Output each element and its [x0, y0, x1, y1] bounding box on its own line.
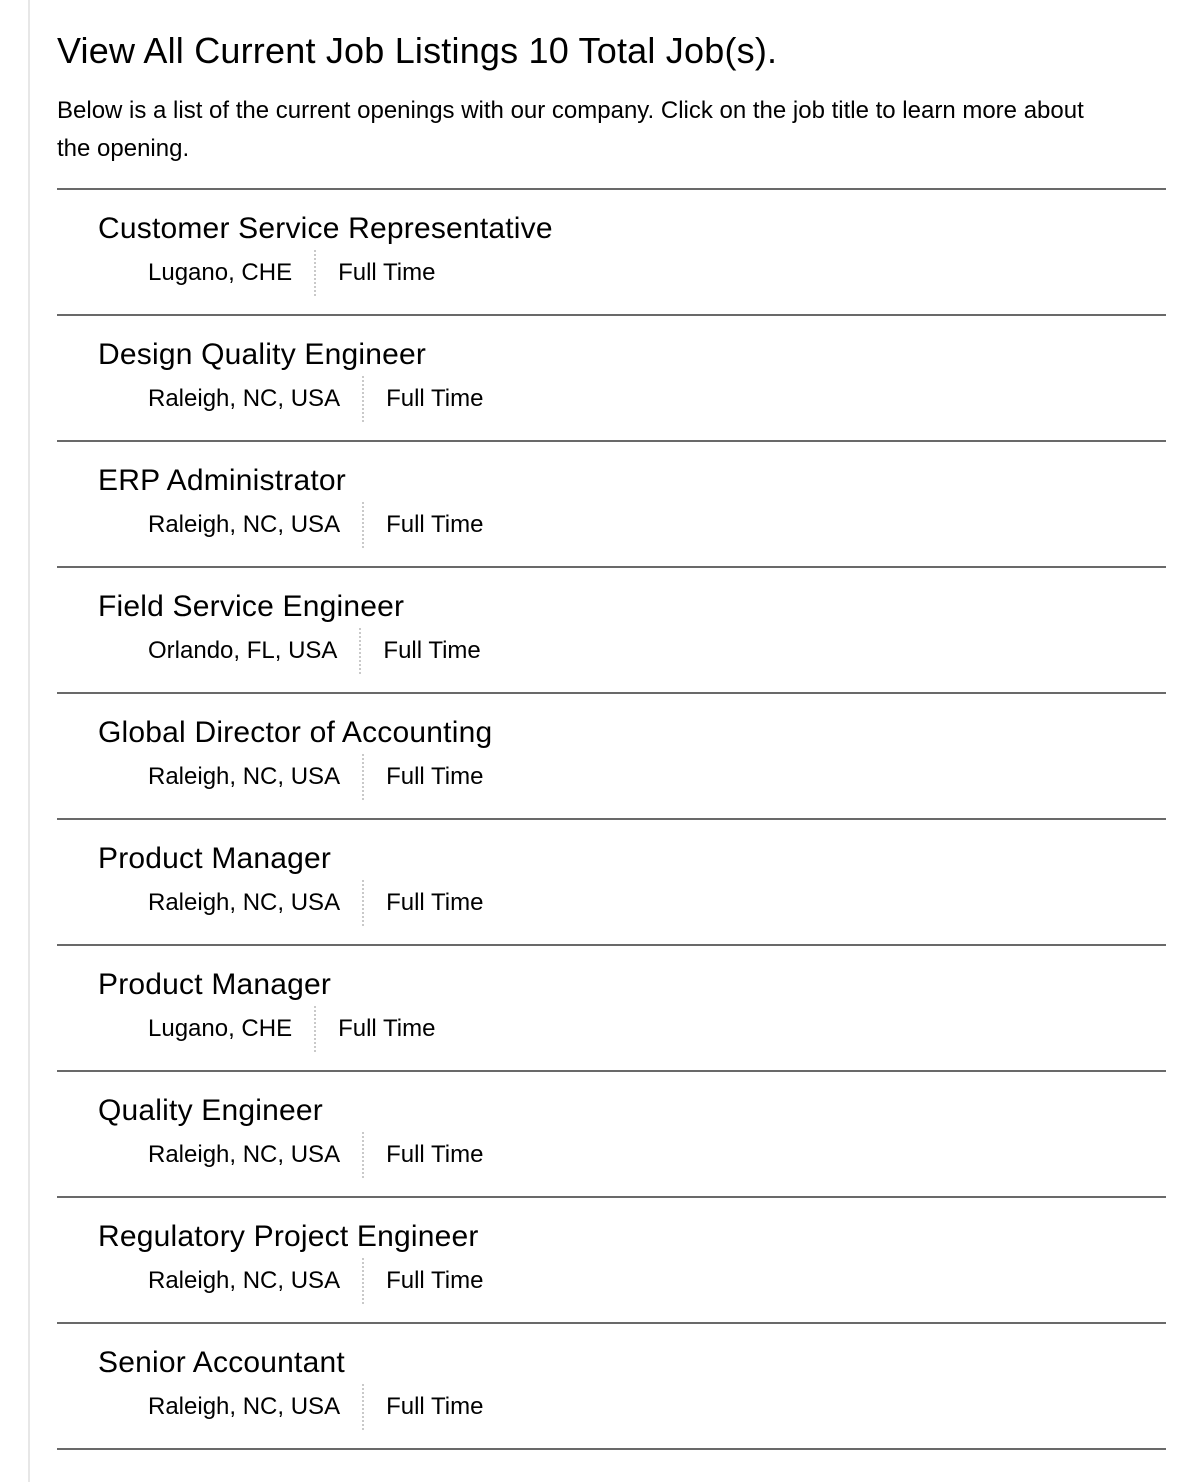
- job-title-link[interactable]: Regulatory Project Engineer: [98, 1220, 479, 1253]
- job-listing-row: [57, 314, 1166, 440]
- job-type: Full Time: [386, 1141, 484, 1168]
- job-title-link[interactable]: Global Director of Accounting: [98, 716, 493, 749]
- job-meta: [148, 1132, 1166, 1178]
- job-type: Full Time: [338, 259, 436, 286]
- meta-divider: [362, 1258, 364, 1304]
- page-left-border: [28, 0, 30, 1482]
- job-location: Raleigh, NC, USA: [148, 1393, 341, 1420]
- meta-divider: [362, 880, 364, 926]
- meta-divider: [362, 1132, 364, 1178]
- job-location: Raleigh, NC, USA: [148, 385, 341, 412]
- job-meta: [148, 1006, 1166, 1052]
- job-title-link[interactable]: Product Manager: [98, 968, 332, 1001]
- job-list: [57, 188, 1166, 1450]
- job-meta: [148, 376, 1166, 422]
- job-type: Full Time: [386, 385, 484, 412]
- meta-divider: [362, 754, 364, 800]
- job-listing-row: [57, 944, 1166, 1070]
- job-meta: [148, 754, 1166, 800]
- page-title: View All Current Job Listings 10 Total Job(s).: [57, 30, 778, 71]
- job-meta: [148, 502, 1166, 548]
- job-type: Full Time: [383, 637, 481, 664]
- page-subtitle: Below is a list of the current openings with our company. Click on the job title to learn more about the opening.: [57, 97, 1084, 162]
- job-type: Full Time: [386, 763, 484, 790]
- job-listings-page: [57, 0, 1166, 1450]
- job-listing-row: [57, 188, 1166, 314]
- job-listing-row: [57, 566, 1166, 692]
- job-listing-row: [57, 1070, 1166, 1196]
- job-listing-row: [57, 1322, 1166, 1448]
- job-meta: [148, 1258, 1166, 1304]
- job-location: Raleigh, NC, USA: [148, 763, 341, 790]
- meta-divider: [362, 376, 364, 422]
- job-meta: [148, 250, 1166, 296]
- job-location: Raleigh, NC, USA: [148, 511, 341, 538]
- job-meta: [148, 880, 1166, 926]
- job-location: Orlando, FL, USA: [148, 637, 338, 664]
- job-location: Lugano, CHE: [148, 1015, 293, 1042]
- job-location: Raleigh, NC, USA: [148, 1267, 341, 1294]
- job-title-link[interactable]: ERP Administrator: [98, 464, 346, 497]
- job-title-link[interactable]: Field Service Engineer: [98, 590, 405, 623]
- job-type: Full Time: [338, 1015, 436, 1042]
- meta-divider: [314, 1006, 316, 1052]
- job-meta: [148, 1384, 1166, 1430]
- job-listing-row: [57, 692, 1166, 818]
- job-title-link[interactable]: Design Quality Engineer: [98, 338, 427, 371]
- meta-divider: [362, 502, 364, 548]
- job-type: Full Time: [386, 889, 484, 916]
- meta-divider: [314, 250, 316, 296]
- job-title-link[interactable]: Senior Accountant: [98, 1346, 345, 1379]
- job-listing-row: [57, 440, 1166, 566]
- meta-divider: [362, 1384, 364, 1430]
- job-title-link[interactable]: Customer Service Representative: [98, 212, 553, 245]
- job-title-link[interactable]: Quality Engineer: [98, 1094, 323, 1127]
- job-location: Lugano, CHE: [148, 259, 293, 286]
- job-type: Full Time: [386, 1267, 484, 1294]
- job-location: Raleigh, NC, USA: [148, 1141, 341, 1168]
- meta-divider: [359, 628, 361, 674]
- job-title-link[interactable]: Product Manager: [98, 842, 332, 875]
- job-listing-row: [57, 1196, 1166, 1322]
- job-meta: [148, 628, 1166, 674]
- job-location: Raleigh, NC, USA: [148, 889, 341, 916]
- job-listing-row: [57, 818, 1166, 944]
- job-type: Full Time: [386, 511, 484, 538]
- job-type: Full Time: [386, 1393, 484, 1420]
